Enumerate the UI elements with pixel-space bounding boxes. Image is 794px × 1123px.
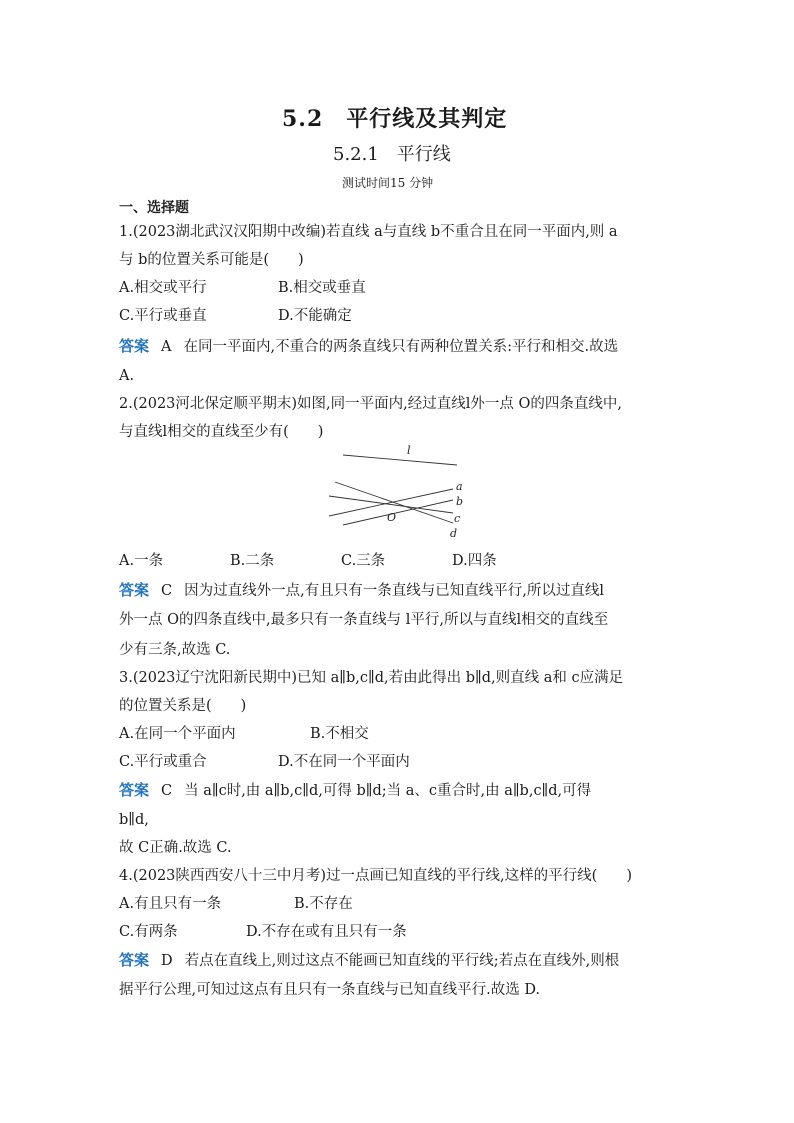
lines-figure [325, 440, 475, 544]
question-1-answer-line-2: A. [119, 368, 135, 384]
question-4-answer-line-2: 据平行公理,可知过这点有且只有一条直线与已知直线平行.故选 D. [119, 982, 541, 998]
question-2-option-d: D.四条 [452, 553, 497, 569]
question-3-option-d: D.不在同一个平面内 [278, 754, 410, 770]
question-2-option-c: C.三条 [341, 553, 386, 569]
question-1-line-2: 与 b的位置关系可能是( ) [119, 252, 304, 268]
question-2-option-a: A.一条 [119, 553, 164, 569]
question-3-line-1: 3.(2023辽宁沈阳新民期中)已知 a∥b,c∥d,若由此得出 b∥d,则直线 a和 c应满足 [119, 670, 624, 686]
label-l: l [407, 444, 411, 457]
question-4-option-b: B.不存在 [294, 896, 353, 912]
answer-choice: D [161, 953, 173, 969]
question-1-option-c: C.平行或垂直 [119, 308, 207, 324]
label-d: d [450, 527, 458, 540]
line-l [343, 455, 457, 465]
question-4-option-a: A.有且只有一条 [119, 896, 222, 912]
question-2-answer-line-3: 少有三条,故选 C. [119, 642, 231, 658]
label-O: O [387, 511, 397, 524]
question-3-answer-line-2: b∥d, [119, 812, 149, 828]
question-4-option-d: D.不存在或有且只有一条 [246, 924, 407, 940]
answer-label: 答案 [119, 951, 150, 969]
question-2-answer-line-2: 外一点 O的四条直线中,最多只有一条直线与 l平行,所以与直线l相交的直线至 [119, 612, 609, 628]
test-time: 测试时间15 分钟 [342, 176, 434, 190]
label-a: a [456, 480, 463, 493]
label-c: c [454, 512, 461, 525]
question-1-option-b: B.相交或垂直 [278, 280, 366, 296]
section-heading: 一、选择题 [119, 200, 189, 216]
answer-choice: C [161, 783, 173, 799]
question-2-line-2: 与直线l相交的直线至少有( ) [119, 424, 324, 440]
question-1-answer-line-1 [119, 336, 618, 357]
answer-text: 在同一平面内,不重合的两条直线只有两种位置关系:平行和相交.故选 [183, 339, 619, 355]
answer-label: 答案 [119, 581, 150, 599]
question-2-line-1: 2.(2023河北保定顺平期末)如图,同一平面内,经过直线l外一点 O的四条直线中, [119, 396, 623, 412]
answer-text: 若点在直线上,则过这点不能画已知直线的平行线;若点在直线外,则根 [184, 953, 620, 969]
question-2-option-b: B.二条 [230, 553, 275, 569]
question-3-option-c: C.平行或重合 [119, 754, 207, 770]
answer-choice: A [161, 339, 172, 355]
question-4-answer-line-1 [119, 950, 619, 971]
answer-text: 当 a∥c时,由 a∥b,c∥d,可得 b∥d;当 a、c重合时,由 a∥b,c∥d,可得 [184, 783, 592, 799]
question-4-line-1: 4.(2023陕西西安八十三中月考)过一点画已知直线的平行线,这样的平行线( ) [119, 868, 632, 884]
question-3-option-a: A.在同一个平面内 [119, 726, 236, 742]
question-3-option-b: B.不相交 [310, 726, 369, 742]
question-3-answer-line-1 [119, 780, 591, 801]
question-1-option-d: D.不能确定 [278, 308, 352, 324]
question-4-option-c: C.有两条 [119, 924, 178, 940]
page-title: 5.2 平行线及其判定 [282, 106, 508, 132]
answer-label: 答案 [119, 781, 150, 799]
question-2-answer-line-1 [119, 580, 604, 601]
answer-label: 答案 [119, 337, 150, 355]
label-b: b [456, 495, 464, 508]
subsection-title: 5.2.1 平行线 [333, 144, 451, 165]
question-3-line-2: 的位置关系是( ) [119, 698, 247, 714]
question-1-line-1: 1.(2023湖北武汉汉阳期中改编)若直线 a与直线 b不重合且在同一平面内,则 a [119, 224, 618, 240]
question-3-answer-line-3: 故 C正确.故选 C. [119, 840, 232, 856]
answer-choice: C [161, 583, 173, 599]
question-1-option-a: A.相交或平行 [119, 280, 207, 296]
answer-text: 因为过直线外一点,有且只有一条直线与已知直线平行,所以过直线l [184, 583, 604, 599]
